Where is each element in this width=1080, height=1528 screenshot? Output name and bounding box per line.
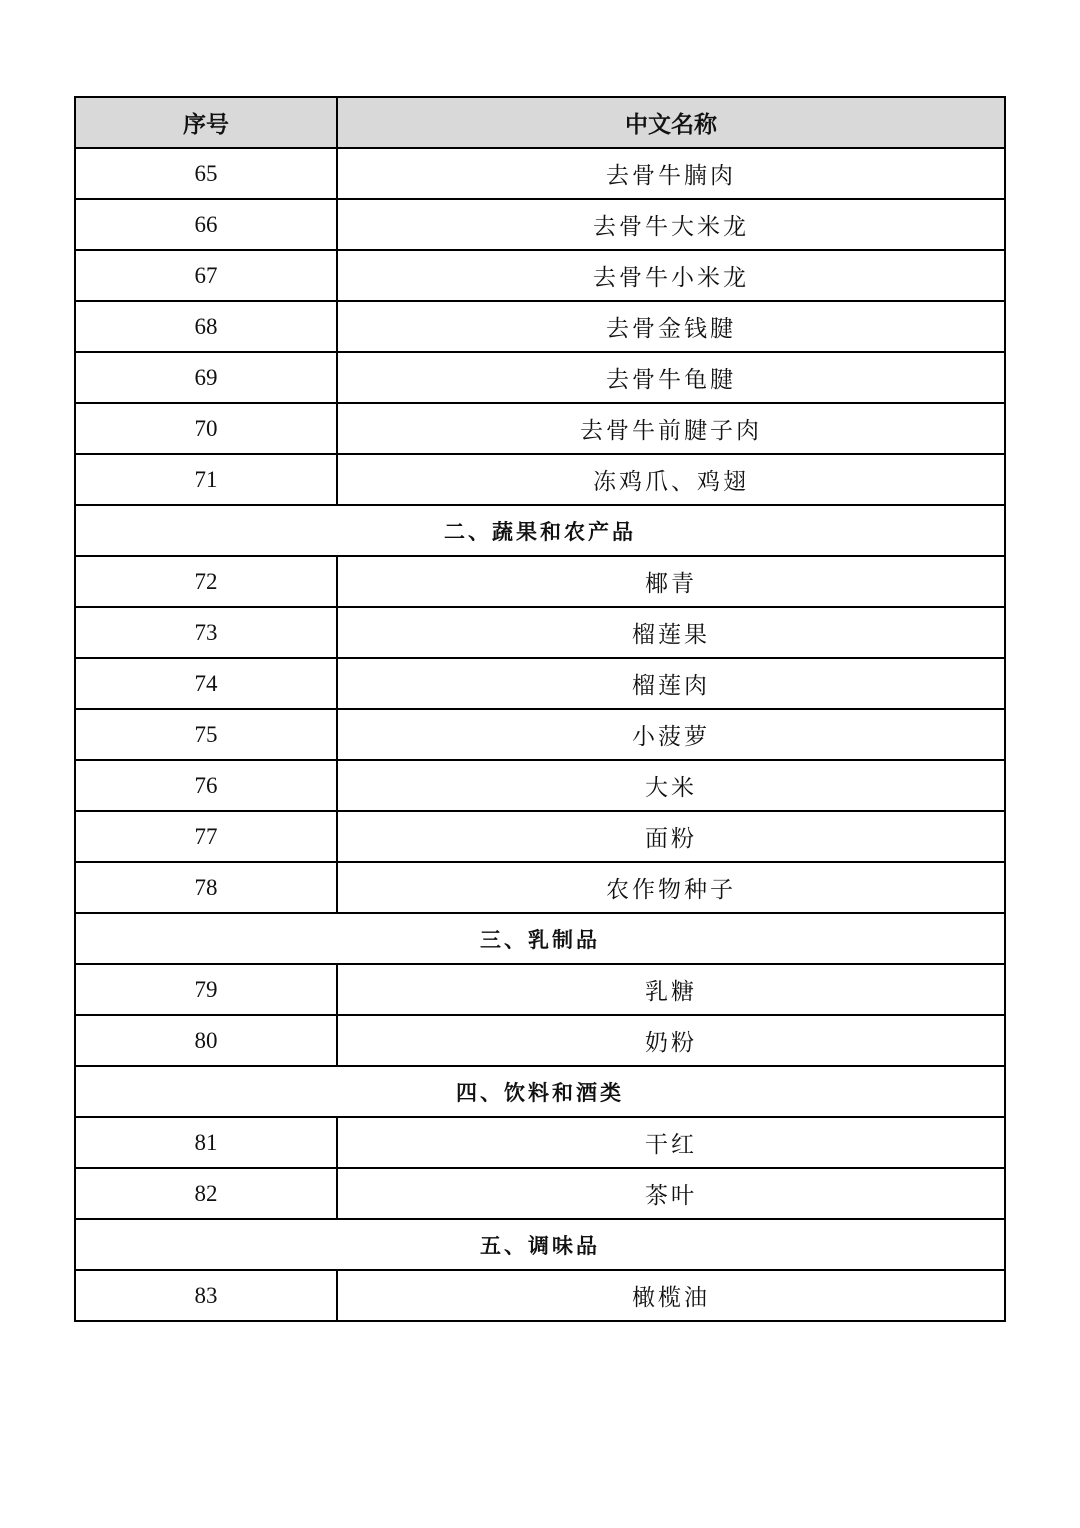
row-name: 去骨牛龟腱 [337, 352, 1005, 403]
row-name: 小菠萝 [337, 709, 1005, 760]
row-number: 79 [75, 964, 337, 1015]
product-table [74, 96, 1006, 1322]
row-number: 71 [75, 454, 337, 505]
row-number: 67 [75, 250, 337, 301]
table-row [75, 148, 1005, 199]
table-row [75, 454, 1005, 505]
table-row [75, 760, 1005, 811]
table-row [75, 658, 1005, 709]
section-row [75, 505, 1005, 556]
row-name: 面粉 [337, 811, 1005, 862]
section-row [75, 913, 1005, 964]
section-heading: 二、蔬果和农产品 [75, 505, 1005, 556]
row-name: 奶粉 [337, 1015, 1005, 1066]
row-number: 65 [75, 148, 337, 199]
table-row [75, 1117, 1005, 1168]
row-name: 大米 [337, 760, 1005, 811]
row-number: 66 [75, 199, 337, 250]
row-number: 83 [75, 1270, 337, 1321]
section-heading: 四、饮料和酒类 [75, 1066, 1005, 1117]
table-row [75, 964, 1005, 1015]
row-name: 椰青 [337, 556, 1005, 607]
row-name: 去骨牛大米龙 [337, 199, 1005, 250]
section-heading: 三、乳制品 [75, 913, 1005, 964]
table-header-row [75, 97, 1005, 148]
row-name: 去骨牛腩肉 [337, 148, 1005, 199]
table-row [75, 1015, 1005, 1066]
row-number: 75 [75, 709, 337, 760]
table-row [75, 607, 1005, 658]
section-heading: 五、调味品 [75, 1219, 1005, 1270]
column-header-name: 中文名称 [337, 97, 1005, 148]
row-name: 去骨牛小米龙 [337, 250, 1005, 301]
row-name: 去骨牛前腱子肉 [337, 403, 1005, 454]
row-number: 70 [75, 403, 337, 454]
row-name: 干红 [337, 1117, 1005, 1168]
row-number: 81 [75, 1117, 337, 1168]
section-row [75, 1066, 1005, 1117]
row-number: 74 [75, 658, 337, 709]
table-row [75, 352, 1005, 403]
table-row [75, 301, 1005, 352]
row-number: 68 [75, 301, 337, 352]
table-row [75, 403, 1005, 454]
row-number: 73 [75, 607, 337, 658]
section-row [75, 1219, 1005, 1270]
row-name: 榴莲肉 [337, 658, 1005, 709]
row-name: 农作物种子 [337, 862, 1005, 913]
row-number: 78 [75, 862, 337, 913]
row-name: 橄榄油 [337, 1270, 1005, 1321]
table-row [75, 199, 1005, 250]
row-number: 82 [75, 1168, 337, 1219]
row-name: 冻鸡爪、鸡翅 [337, 454, 1005, 505]
column-header-number: 序号 [75, 97, 337, 148]
row-number: 69 [75, 352, 337, 403]
row-name: 茶叶 [337, 1168, 1005, 1219]
table-row [75, 1168, 1005, 1219]
table-row [75, 862, 1005, 913]
row-number: 80 [75, 1015, 337, 1066]
table-row [75, 709, 1005, 760]
row-name: 去骨金钱腱 [337, 301, 1005, 352]
row-number: 76 [75, 760, 337, 811]
row-name: 乳糖 [337, 964, 1005, 1015]
table-row [75, 1270, 1005, 1321]
table-row [75, 250, 1005, 301]
row-name: 榴莲果 [337, 607, 1005, 658]
table-body [75, 148, 1005, 1321]
row-number: 72 [75, 556, 337, 607]
table-row [75, 556, 1005, 607]
table-row [75, 811, 1005, 862]
row-number: 77 [75, 811, 337, 862]
